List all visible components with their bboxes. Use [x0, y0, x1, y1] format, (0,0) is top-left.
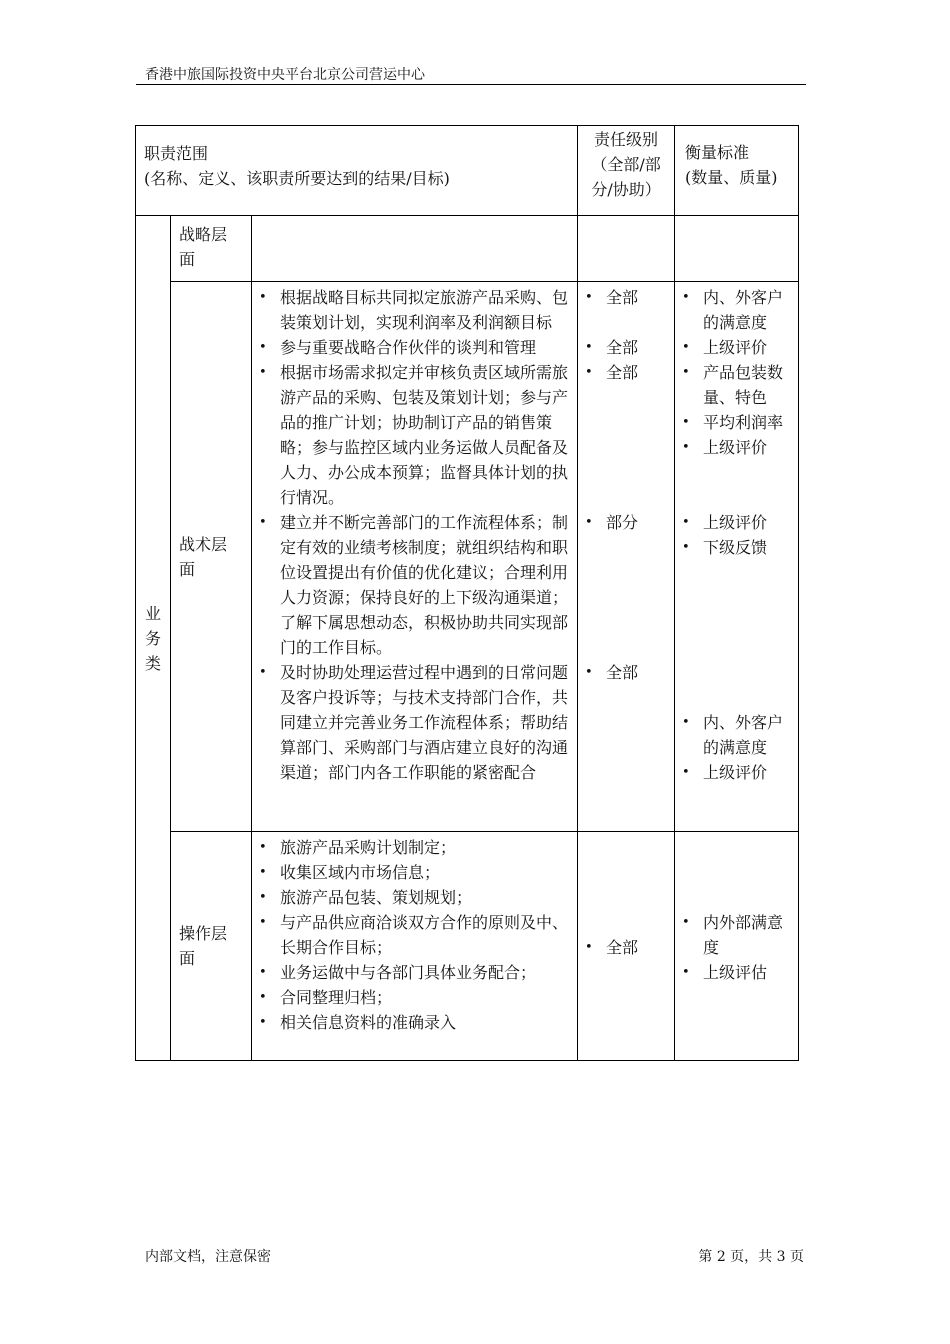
level-item: • 全部 [578, 935, 674, 960]
level-label-strategic [171, 216, 252, 282]
table-row-operational [136, 832, 799, 1061]
standard-item: • 上级评价 [675, 760, 792, 785]
list-item: • 合同整理归档； [252, 985, 569, 1010]
list-item: • 旅游产品包装、策划规划； [252, 885, 569, 910]
header-level-desc-1: （全部/部 [591, 155, 661, 174]
tactical-items [252, 282, 578, 832]
level-label-line: 面 [179, 559, 196, 579]
category-char: 务 [144, 628, 161, 648]
list-item: • 参与重要战略合作伙伴的谈判和管理 [252, 335, 569, 360]
header-standard-title: 衡量标准 [685, 143, 750, 162]
level-item: • 全部 [578, 335, 674, 360]
level-label-tactical [171, 282, 252, 832]
level-item: • 全部 [578, 285, 674, 310]
header-scope-title: 职责范围 [144, 144, 209, 163]
header-rule [136, 84, 806, 85]
header-level-title: 责任级别 [594, 130, 659, 149]
operational-standards [675, 832, 799, 1061]
level-item: • 全部 [578, 360, 674, 385]
header-scope [136, 126, 578, 216]
category-char: 业 [144, 603, 161, 623]
category-business [136, 216, 171, 1061]
header-level [578, 126, 675, 216]
list-item: • 建立并不断完善部门的工作流程体系；制定有效的业绩考核制度；就组织结构和职位设置提出有价值的优化建议；合理利用人力资源；保持良好的上下级沟通渠道；了解下属思想动态，积极协助共同实现部门的工作目标。 [252, 510, 569, 660]
standard-item: • 产品包装数量、特色 [675, 360, 792, 410]
standard-item: • 内外部满意度 [675, 910, 792, 960]
level-item: • 部分 [578, 510, 674, 535]
standard-item: • 下级反馈 [675, 535, 792, 560]
standard-item: • 上级评估 [675, 960, 792, 985]
list-item: • 业务运做中与各部门具体业务配合； [252, 960, 569, 985]
strategic-standard [675, 216, 799, 282]
table-row-strategic [136, 216, 799, 282]
level-label-line: 战略层 [179, 225, 228, 244]
header-scope-desc: (名称、定义、该职责所要达到的结果/目标) [144, 169, 450, 188]
level-label-operational [171, 832, 252, 1061]
tactical-levels [578, 282, 675, 832]
list-item: • 及时协助处理运营过程中遇到的日常问题及客户投诉等；与技术支持部门合作，共同建立并完善业务工作流程体系；帮助结算部门、采购部门与酒店建立良好的沟通渠道；部门内各工作职能的紧密配合 [252, 660, 569, 785]
standard-item: • 平均利润率 [675, 410, 792, 435]
standard-item: • 上级评价 [675, 335, 792, 360]
list-item: • 相关信息资料的准确录入 [252, 1010, 569, 1035]
page-header-company: 香港中旅国际投资中央平台北京公司营运中心 [145, 67, 425, 83]
responsibility-table [135, 125, 799, 1061]
operational-level [578, 832, 675, 1061]
operational-items [252, 832, 578, 1061]
list-item: • 根据市场需求拟定并审核负责区域所需旅游产品的采购、包装及策划计划；参与产品的推广计划；协助制订产品的销售策略；参与监控区域内业务运做人员配备及人力、办公成本预算；监督具体计划的执行情况。 [252, 360, 569, 510]
standard-item: • 上级评价 [675, 435, 792, 460]
list-item: • 根据战略目标共同拟定旅游产品采购、包装策划计划，实现利润率及利润额目标 [252, 285, 569, 335]
level-label-line: 面 [179, 250, 196, 269]
strategic-level [578, 216, 675, 282]
level-label-line: 战术层 [179, 534, 228, 554]
list-item: • 收集区域内市场信息； [252, 860, 569, 885]
footer-page-number: 第 2 页，共 3 页 [698, 1249, 804, 1265]
header-standard-desc: (数量、质量) [685, 168, 778, 187]
strategic-items [252, 216, 578, 282]
header-level-desc-2: 分/协助） [591, 180, 661, 199]
table-header-row [136, 126, 799, 216]
standard-item: • 内、外客户的满意度 [675, 285, 792, 335]
level-item: • 全部 [578, 660, 674, 685]
level-label-line: 面 [179, 949, 196, 968]
footer-confidential: 内部文档，注意保密 [145, 1249, 271, 1265]
table-row-tactical [136, 282, 799, 832]
level-label-line: 操作层 [179, 924, 228, 943]
header-standard [675, 126, 799, 216]
list-item: • 与产品供应商洽谈双方合作的原则及中、长期合作目标； [252, 910, 569, 960]
tactical-standards [675, 282, 799, 832]
list-item: • 旅游产品采购计划制定； [252, 835, 569, 860]
standard-item: • 内、外客户的满意度 [675, 710, 792, 760]
category-char: 类 [144, 653, 161, 673]
standard-item: • 上级评价 [675, 510, 792, 535]
